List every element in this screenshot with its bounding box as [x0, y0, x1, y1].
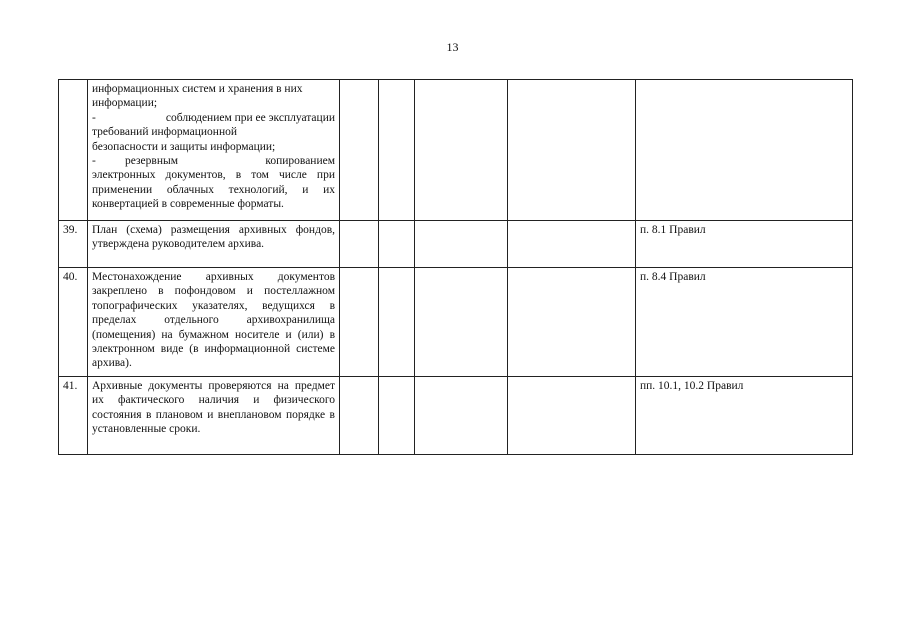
table-row-39 [59, 221, 853, 268]
cell-empty [379, 377, 415, 455]
text-line-dash [92, 111, 335, 125]
cell-empty [379, 80, 415, 221]
text-line-dash [92, 154, 335, 168]
text-line: резервным копированием [125, 155, 335, 168]
text-line: электронных документов, в том числе при [92, 169, 335, 182]
text-line: информационных систем и хранения в них [92, 83, 303, 95]
cell-empty [508, 268, 636, 377]
cell-empty [415, 221, 508, 268]
cell-reference: пп. 10.1, 10.2 Правил [636, 377, 853, 455]
cell-empty [415, 268, 508, 377]
cell-number: 41. [59, 377, 88, 455]
cell-reference: п. 8.1 Правил [636, 221, 853, 268]
cell-empty [415, 80, 508, 221]
cell-empty [379, 221, 415, 268]
cell-empty [340, 377, 379, 455]
table-row-continuation [59, 80, 853, 221]
table-row-41 [59, 377, 853, 455]
dash-marker: - [92, 155, 96, 168]
text-line: применении облачных технологий, и их [92, 183, 335, 196]
cell-empty [636, 80, 853, 221]
cell-empty [508, 80, 636, 221]
cell-empty [379, 268, 415, 377]
dash-marker: - [92, 111, 96, 124]
cell-requirement: План (схема) размещения архивных фондов, утверждена руководителем архива. [88, 221, 340, 268]
cell-empty [340, 221, 379, 268]
checklist-table [58, 79, 853, 455]
page-number: 13 [446, 40, 459, 54]
cell-empty [508, 221, 636, 268]
cell-requirement: Местонахождение архивных документов закреплено в пофондовом и постеллажном топографических указателях, ведущихся в пределах отдельного архивохранилища (помещения) на бумажном носителе и (или) в электронном виде (в информационной системе архива). [88, 268, 340, 377]
cell-number: 39. [59, 221, 88, 268]
cell-number: 40. [59, 268, 88, 377]
cell-requirement: Архивные документы проверяются на предмет их фактического наличия и физического состояния в плановом и внеплановом порядке в установленные сроки. [88, 377, 340, 455]
table-row-40 [59, 268, 853, 377]
cell-empty [340, 268, 379, 377]
text-line: соблюдением при ее эксплуатации [165, 111, 335, 124]
text-line: требований информационной [92, 126, 238, 139]
text-line: информации; [92, 97, 158, 110]
text-line: конвертацией в современные форматы. [92, 198, 284, 211]
cell-empty [508, 377, 636, 455]
text-line: безопасности и защиты информации; [92, 140, 276, 153]
cell-empty [340, 80, 379, 221]
cell-reference: п. 8.4 Правил [636, 268, 853, 377]
cell-requirement-continuation [88, 80, 340, 221]
cell-empty [415, 377, 508, 455]
cell-number-empty [59, 80, 88, 221]
